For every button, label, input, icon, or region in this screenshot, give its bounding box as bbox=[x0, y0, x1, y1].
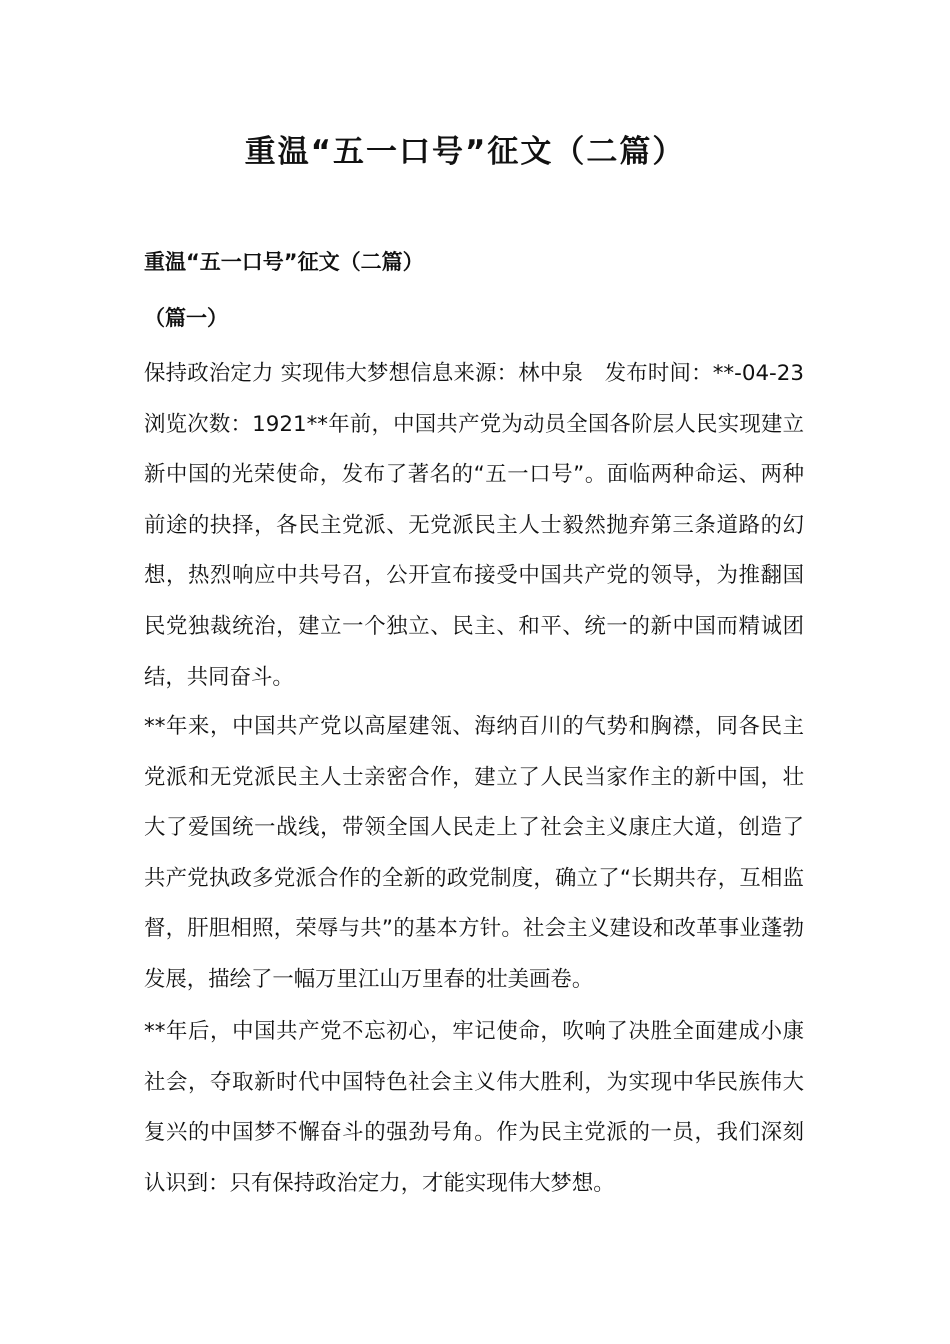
section-label: （篇一） bbox=[144, 306, 228, 330]
paragraph-1: 保持政治定力 实现伟大梦想信息来源：林中泉 发布时间：**-04-23 浏览次数：1921**年前，中国共产党为动员全国各阶层人民实现建立新中国的光荣使命，发布了著名的“五一口号”。面临两种命运、两种前途的抉择，各民主党派、无党派民主人士毅然抛弃第三条道路的幻想，热烈响应中共号召，公开宣布接受中国共产党的领导，为推翻国民党独裁统治，建立一个独立、民主、和平、统一的新中国而精诚团结，共同奋斗。 bbox=[144, 361, 826, 690]
document-title: 重温“五一口号”征文（二篇） bbox=[244, 134, 686, 170]
paragraph-3: **年后，中国共产党不忘初心，牢记使命，吹响了决胜全面建成小康社会，夺取新时代中国特色社会主义伟大胜利，为实现中华民族伟大复兴的中国梦不懈奋斗的强劲号角。作为民主党派的一员，我们深刻认识到：只有保持政治定力，才能实现伟大梦想。 bbox=[144, 1019, 804, 1196]
paragraph-2: **年来，中国共产党以高屋建瓴、海纳百川的气势和胸襟，同各民主党派和无党派民主人士亲密合作，建立了人民当家作主的新中国，壮大了爱国统一战线，带领全国人民走上了社会主义康庄大道，创造了共产党执政多党派合作的全新的政党制度，确立了“长期共存，互相监督，肝胆相照，荣辱与共”的基本方针。社会主义建设和改革事业蓬勃发展，描绘了一幅万里江山万里春的壮美画卷。 bbox=[144, 714, 804, 992]
article-heading: 重温“五一口号”征文（二篇） bbox=[144, 250, 424, 274]
